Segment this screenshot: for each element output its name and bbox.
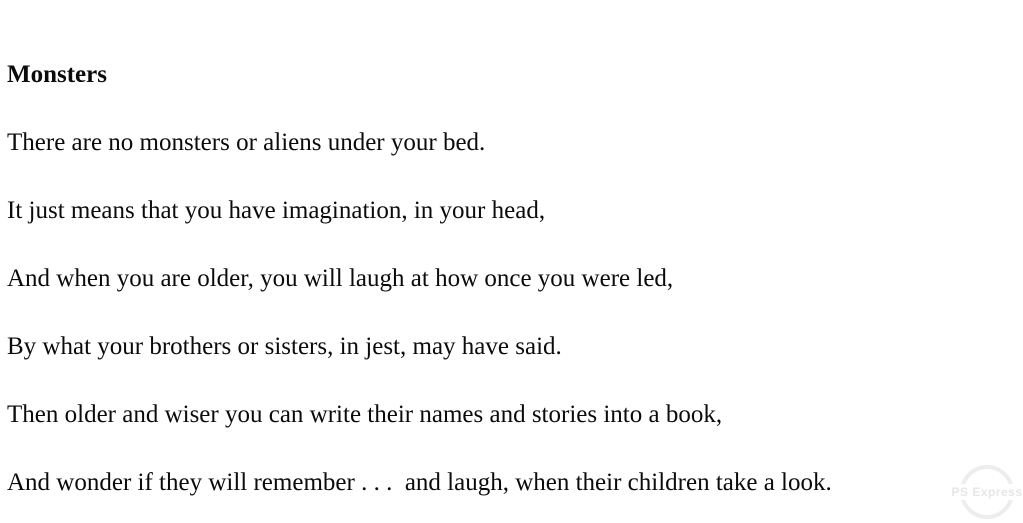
- poem-title: Monsters: [7, 61, 107, 88]
- poem-line-4: By what your brothers or sisters, in jest, may have said.: [7, 333, 562, 360]
- poem-line-6: And wonder if they will remember . . . and laugh, when their children take a look.: [7, 469, 832, 496]
- poem-line-2: It just means that you have imagination, in your head,: [7, 197, 546, 224]
- ps-express-watermark-label: PS Express: [951, 485, 1023, 499]
- ps-express-watermark: [951, 461, 1023, 523]
- poem-line-3: And when you are older, you will laugh at how once you were led,: [7, 265, 674, 292]
- poem-line-5: Then older and wiser you can write their names and stories into a book,: [7, 401, 723, 428]
- poem-line-1: There are no monsters or aliens under your bed.: [7, 129, 486, 156]
